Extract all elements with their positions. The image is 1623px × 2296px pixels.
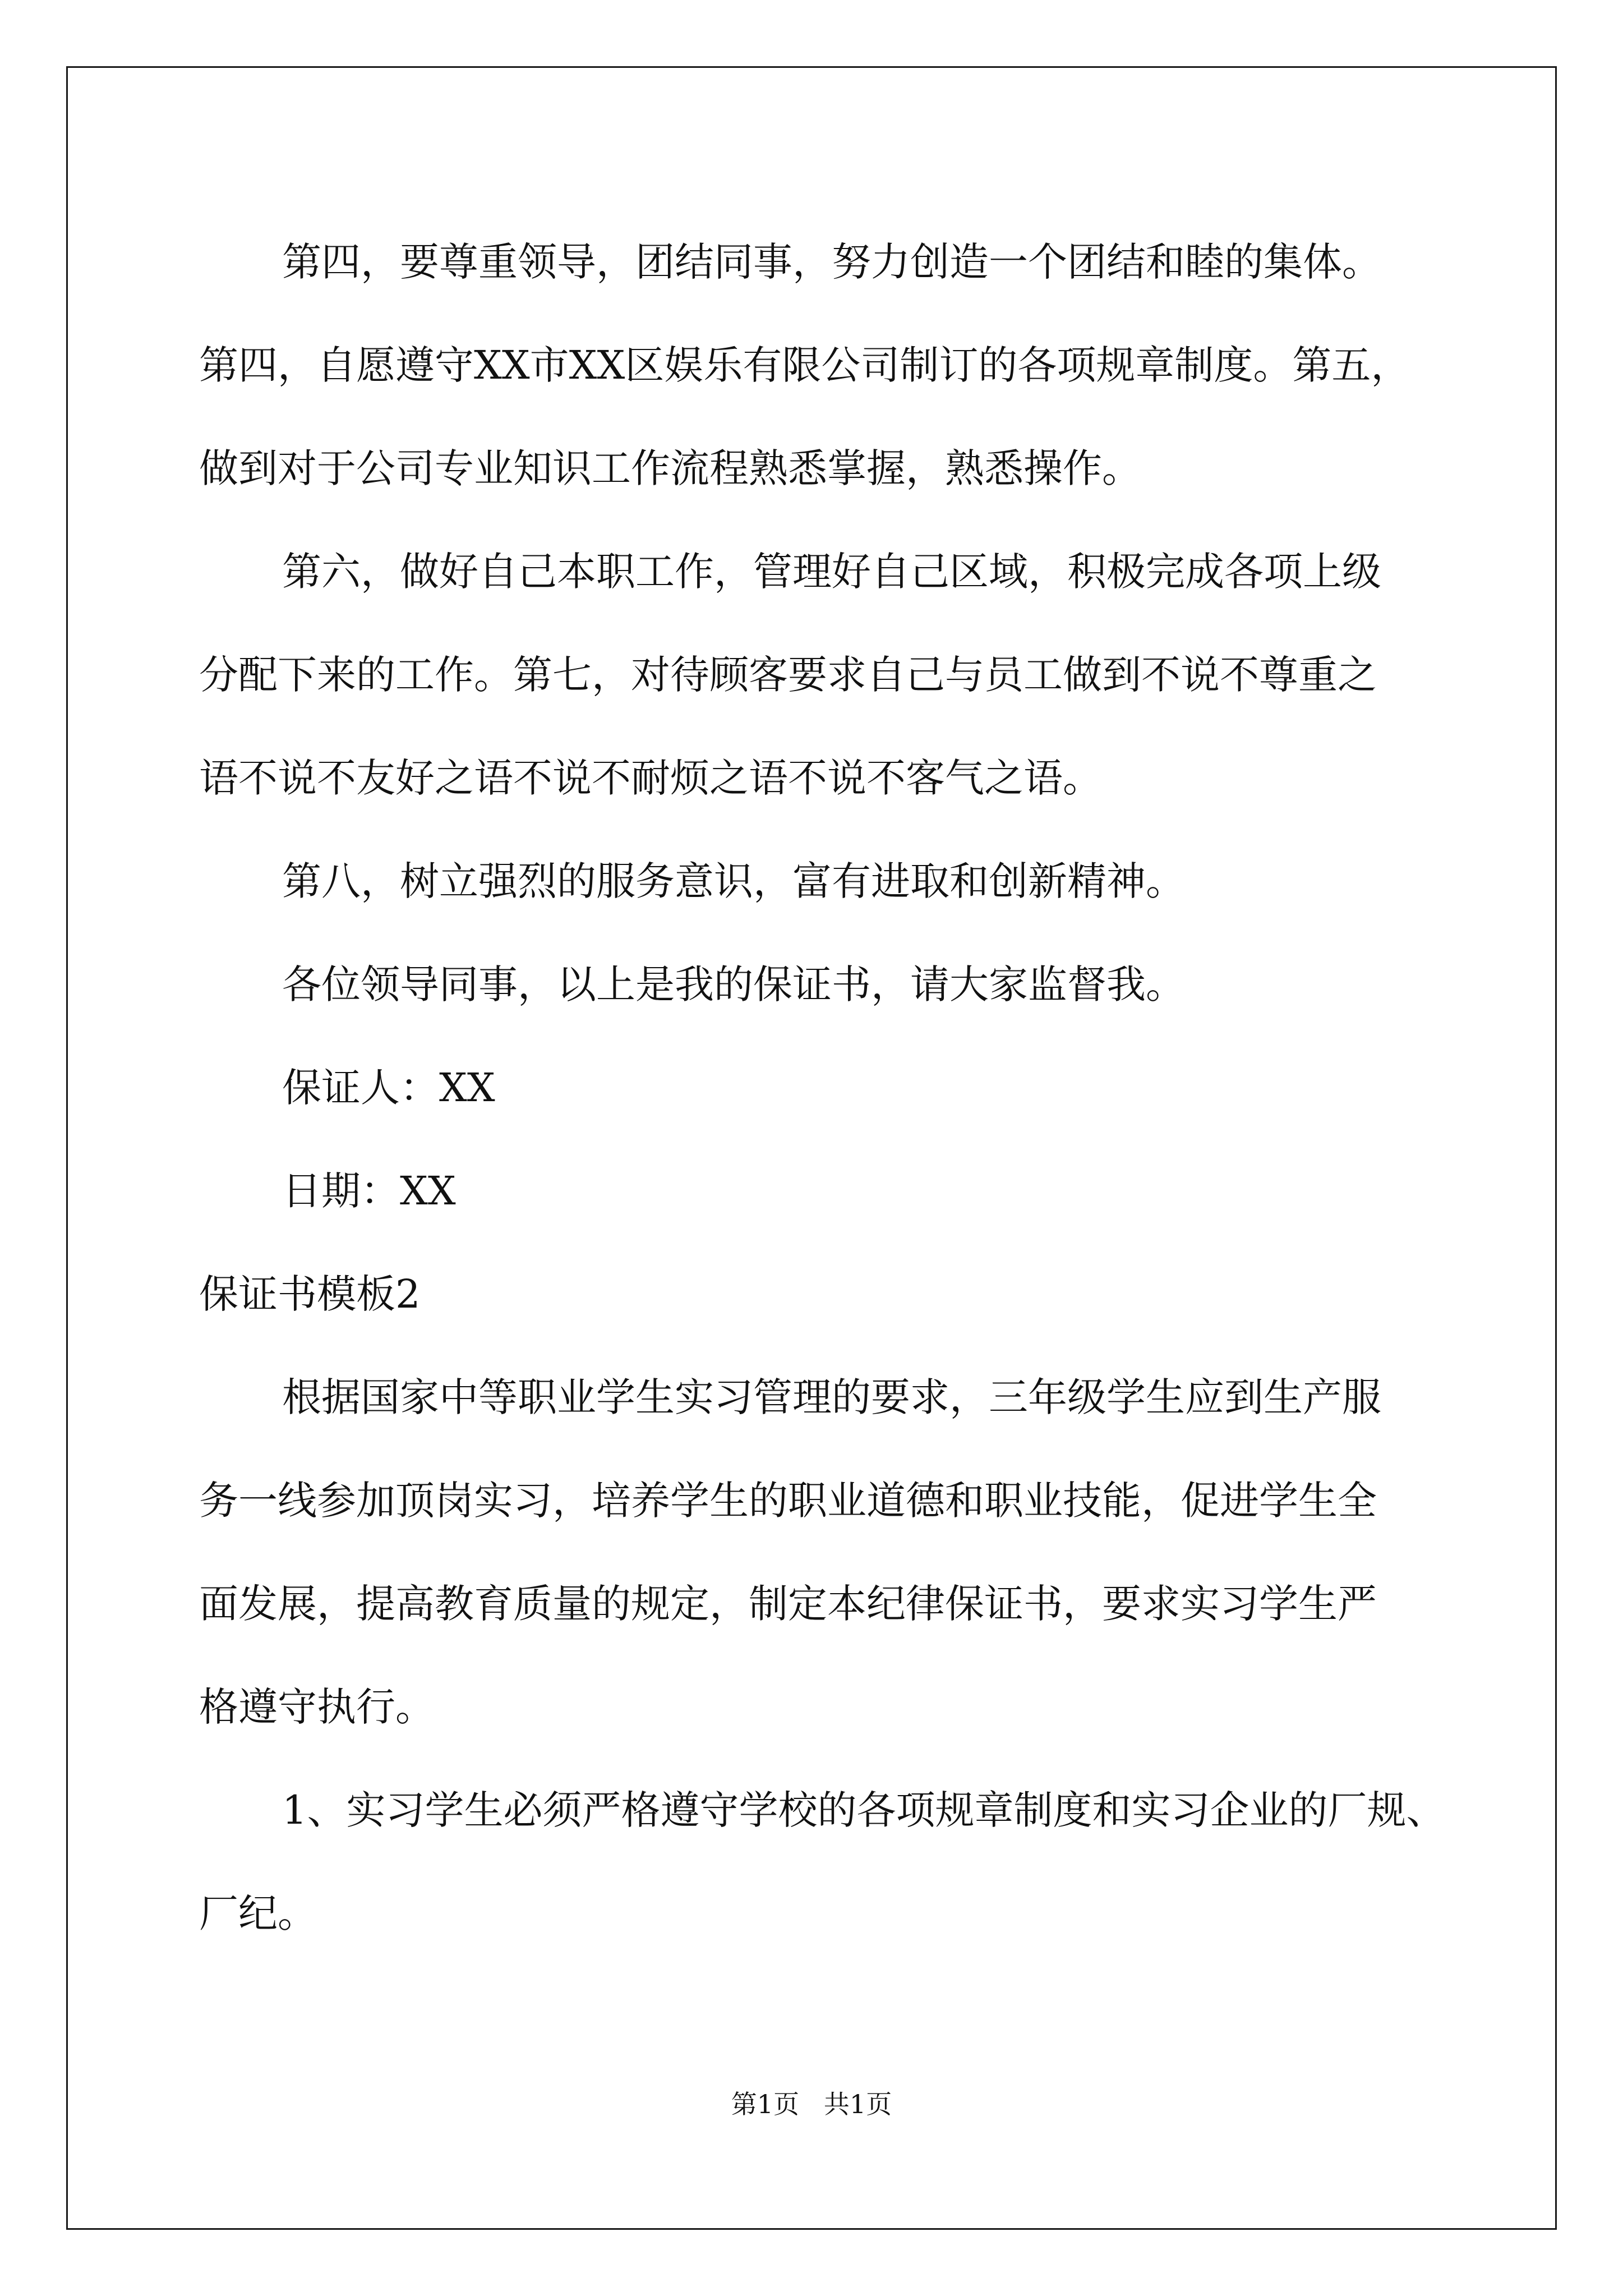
paragraph-line: 第四，要尊重领导，团结同事，努力创造一个团结和睦的集体。 bbox=[282, 239, 1381, 285]
paragraph-line: 格遵守执行。 bbox=[199, 1684, 435, 1730]
paragraph-line: 务一线参加顶岗实习，培养学生的职业道德和职业技能，促进学生全 bbox=[199, 1478, 1377, 1524]
paragraph-line: 根据国家中等职业学生实习管理的要求，三年级学生应到生产服 bbox=[282, 1374, 1381, 1420]
paragraph-line: 面发展，提高教育质量的规定，制定本纪律保证书，要求实习学生严 bbox=[199, 1581, 1377, 1627]
paragraph-line: 1、实习学生必须严格遵守学校的各项规章制度和实习企业的厂规、 bbox=[282, 1787, 1446, 1833]
paragraph-line: 语不说不友好之语不说不耐烦之语不说不客气之语。 bbox=[199, 755, 1102, 801]
paragraph-line: 做到对于公司专业知识工作流程熟悉掌握，熟悉操作。 bbox=[199, 445, 1141, 491]
paragraph-line: 各位领导同事，以上是我的保证书，请大家监督我。 bbox=[282, 961, 1185, 1007]
paragraph-line: 第八，树立强烈的服务意识，富有进取和创新精神。 bbox=[282, 858, 1185, 904]
guarantor-line: 保证人：XX bbox=[282, 1065, 495, 1111]
page-number-label: 第1页 共1页 bbox=[731, 2089, 892, 2119]
section-heading: 保证书模板2 bbox=[199, 1271, 421, 1317]
paragraph-line: 第四，自愿遵守XX市XX区娱乐有限公司制订的各项规章制度。第五， bbox=[199, 342, 1410, 388]
page-footer bbox=[0, 2084, 1623, 2121]
document-body bbox=[199, 210, 1446, 1965]
date-line: 日期：XX bbox=[282, 1168, 456, 1214]
paragraph-line: 分配下来的工作。第七，对待顾客要求自己与员工做到不说不尊重之 bbox=[199, 652, 1377, 698]
paragraph-line: 第六，做好自己本职工作，管理好自己区域，积极完成各项上级 bbox=[282, 549, 1381, 595]
paragraph-line: 厂纪。 bbox=[199, 1890, 317, 1936]
